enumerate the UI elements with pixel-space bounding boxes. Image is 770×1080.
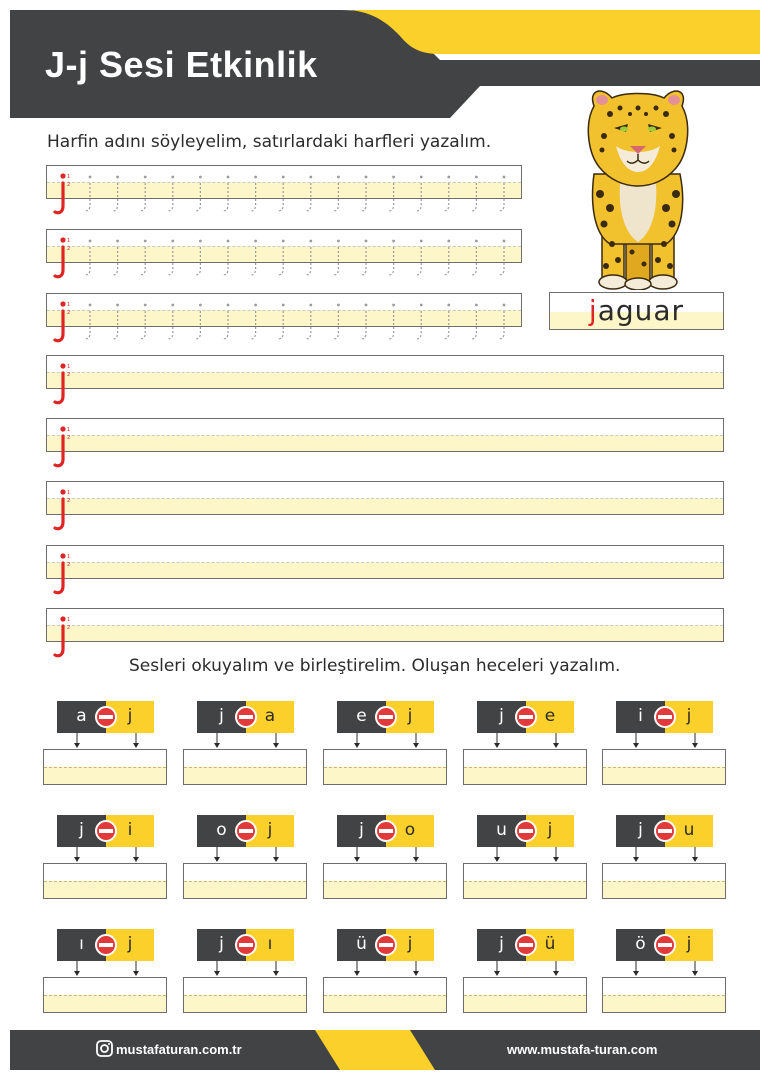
- syllable-answer-box[interactable]: [602, 749, 726, 785]
- minus-icon: [654, 934, 676, 956]
- writing-line: [46, 545, 724, 579]
- syllable-right-letter: ı: [267, 934, 273, 954]
- down-arrows-icon: [323, 733, 447, 749]
- down-arrows-icon: [183, 847, 307, 863]
- syllable-right-letter: e: [544, 706, 556, 726]
- minus-icon: [95, 820, 117, 842]
- syllable-right-letter: j: [686, 706, 692, 726]
- svg-text:1: 1: [67, 427, 71, 433]
- minus-icon: [95, 706, 117, 728]
- syllable-right-letter: j: [127, 934, 133, 954]
- syllable-answer-box[interactable]: [183, 977, 307, 1013]
- minus-icon: [654, 706, 676, 728]
- syllable-answer-box[interactable]: [323, 863, 447, 899]
- svg-text:2: 2: [67, 372, 71, 378]
- svg-text:1: 1: [67, 490, 71, 496]
- syllable-left-letter: o: [216, 820, 227, 840]
- down-arrows-icon: [43, 847, 167, 863]
- down-arrows-icon: [183, 733, 307, 749]
- syllable-left-letter: ı: [79, 934, 84, 954]
- writing-line: [46, 481, 724, 515]
- syllable-left-letter: e: [356, 706, 367, 726]
- syllable-left-letter: u: [496, 820, 507, 840]
- svg-text:2: 2: [67, 562, 71, 568]
- syllable-answer-box[interactable]: [43, 863, 167, 899]
- down-arrows-icon: [463, 847, 587, 863]
- syllable-answer-box[interactable]: [43, 749, 167, 785]
- syllable-left-letter: i: [638, 706, 643, 726]
- svg-text:1: 1: [67, 238, 71, 244]
- down-arrows-icon: [463, 733, 587, 749]
- minus-icon: [375, 820, 397, 842]
- syllable-answer-box[interactable]: [602, 977, 726, 1013]
- syllable-left-letter: j: [219, 706, 224, 726]
- syllable-card: [323, 929, 447, 1013]
- syllable-right-letter: j: [267, 820, 273, 840]
- minus-icon: [515, 820, 537, 842]
- down-arrows-icon: [602, 961, 726, 977]
- syllable-right-letter: j: [686, 934, 692, 954]
- svg-text:1: 1: [67, 364, 71, 370]
- svg-text:1: 1: [67, 174, 71, 180]
- syllable-card: [463, 815, 587, 899]
- svg-text:1: 1: [67, 302, 71, 308]
- syllable-answer-box[interactable]: [43, 977, 167, 1013]
- syllable-left-letter: ö: [635, 934, 646, 954]
- minus-icon: [235, 820, 257, 842]
- syllable-card: [463, 929, 587, 1013]
- down-arrows-icon: [43, 961, 167, 977]
- syllable-right-letter: o: [404, 820, 416, 840]
- syllable-left-letter: j: [359, 820, 364, 840]
- syllable-left-letter: j: [79, 820, 84, 840]
- down-arrows-icon: [602, 733, 726, 749]
- syllable-left-letter: ü: [356, 934, 367, 954]
- syllable-card: [183, 701, 307, 785]
- syllable-right-letter: j: [407, 934, 413, 954]
- page-title: J-j Sesi Etkinlik: [45, 44, 318, 85]
- svg-text:1: 1: [67, 554, 71, 560]
- svg-text:1: 1: [67, 617, 71, 623]
- instagram-icon: [96, 1040, 113, 1057]
- syllable-card: [602, 701, 726, 785]
- syllable-right-letter: j: [547, 820, 553, 840]
- svg-text:2: 2: [67, 498, 71, 504]
- syllable-right-letter: ü: [544, 934, 556, 954]
- syllable-right-letter: u: [683, 820, 695, 840]
- syllable-card: [183, 929, 307, 1013]
- syllable-right-letter: a: [264, 706, 276, 726]
- minus-icon: [515, 706, 537, 728]
- down-arrows-icon: [463, 961, 587, 977]
- syllable-answer-box[interactable]: [463, 749, 587, 785]
- svg-text:2: 2: [67, 435, 71, 441]
- syllable-answer-box[interactable]: [183, 749, 307, 785]
- syllable-left-letter: j: [219, 934, 224, 954]
- syllable-right-letter: i: [127, 820, 133, 840]
- word-rest: aguar: [597, 294, 685, 327]
- syllable-card: [602, 929, 726, 1013]
- svg-text:2: 2: [67, 625, 71, 631]
- tracing-letters: [72, 301, 518, 345]
- down-arrows-icon: [183, 961, 307, 977]
- syllable-answer-box[interactable]: [183, 863, 307, 899]
- syllable-answer-box[interactable]: [602, 863, 726, 899]
- model-letter-j: [52, 488, 76, 534]
- model-letter-j: [52, 615, 76, 661]
- minus-icon: [235, 706, 257, 728]
- minus-icon: [654, 820, 676, 842]
- syllable-left-letter: j: [499, 934, 504, 954]
- writing-line: [46, 355, 724, 389]
- syllable-card: [43, 701, 167, 785]
- minus-icon: [515, 934, 537, 956]
- svg-text:2: 2: [67, 246, 71, 252]
- syllable-answer-box[interactable]: [323, 977, 447, 1013]
- syllable-card: [43, 929, 167, 1013]
- syllable-right-letter: j: [407, 706, 413, 726]
- syllable-right-letter: j: [127, 706, 133, 726]
- syllable-card: [463, 701, 587, 785]
- syllable-answer-box[interactable]: [323, 749, 447, 785]
- word-box: [549, 292, 724, 330]
- syllable-answer-box[interactable]: [463, 977, 587, 1013]
- syllable-card: [43, 815, 167, 899]
- down-arrows-icon: [323, 847, 447, 863]
- syllable-card: [602, 815, 726, 899]
- tracing-instruction: Harfin adını söyleyelim, satırlardaki harfleri yazalım.: [47, 132, 492, 152]
- down-arrows-icon: [602, 847, 726, 863]
- down-arrows-icon: [43, 733, 167, 749]
- minus-icon: [375, 934, 397, 956]
- down-arrows-icon: [323, 961, 447, 977]
- minus-icon: [235, 934, 257, 956]
- syllable-card: [183, 815, 307, 899]
- tracing-letters: [72, 173, 518, 217]
- footer-instagram: mustafaturan.com.tr: [116, 1042, 242, 1057]
- writing-line: [46, 418, 724, 452]
- model-letter-j: [52, 362, 76, 408]
- model-letter-j: [52, 425, 76, 471]
- footer-website: www.mustafa-turan.com: [507, 1042, 658, 1057]
- syllable-instruction: Sesleri okuyalım ve birleştirelim. Oluşan heceleri yazalım.: [129, 656, 621, 676]
- writing-line: [46, 608, 724, 642]
- word-first-letter: j: [588, 294, 598, 327]
- syllable-left-letter: j: [499, 706, 504, 726]
- svg-text:2: 2: [67, 310, 71, 316]
- svg-text:2: 2: [67, 182, 71, 188]
- tracing-letters: [72, 237, 518, 281]
- syllable-card: [323, 815, 447, 899]
- minus-icon: [95, 934, 117, 956]
- minus-icon: [375, 706, 397, 728]
- syllable-left-letter: a: [76, 706, 87, 726]
- jaguar-illustration: [580, 84, 695, 290]
- syllable-left-letter: j: [638, 820, 643, 840]
- model-letter-j: [52, 552, 76, 598]
- syllable-card: [323, 701, 447, 785]
- syllable-answer-box[interactable]: [463, 863, 587, 899]
